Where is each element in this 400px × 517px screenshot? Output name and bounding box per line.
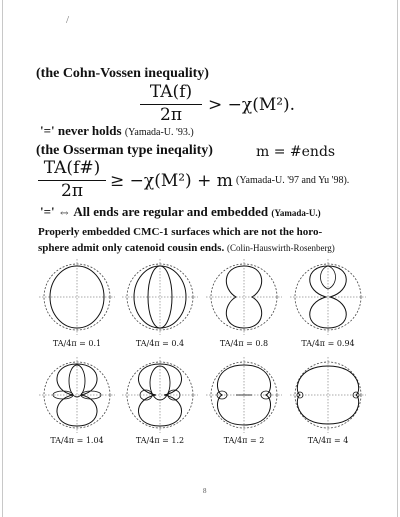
osserman-rhs: ≥ −χ(M²) + m: [110, 171, 233, 191]
statement-line-1: Properly embedded CMC-1 surfaces which are not the horo-: [38, 226, 323, 238]
cohn-vossen-rhs: > −χ(M²).: [208, 95, 296, 115]
cohn-vossen-numerator: TA(f): [149, 82, 193, 102]
caption-4: TA/4π = 0.94: [301, 339, 355, 348]
equality-remark: [40, 204, 321, 220]
caption-5: TA/4π = 1.04: [50, 436, 104, 445]
equality-citation: (Yamada-U.): [271, 208, 321, 218]
catenoid-cousin-figures: [0, 255, 400, 455]
osserman-fraction: [38, 160, 106, 201]
cohn-vossen-fraction: [140, 84, 202, 125]
equality-statement: '=' ⇔ All ends are regular and embedded: [40, 204, 269, 219]
figure-ta-0.8: [206, 259, 282, 335]
cohn-vossen-remark: [40, 123, 194, 139]
figure-ta-1.04: [39, 357, 115, 433]
cohn-vossen-citation: (Yamada-U. '93.): [124, 127, 194, 138]
figure-ta-1.2: [122, 357, 198, 433]
figure-ta-0.1: [39, 259, 115, 335]
osserman-heading: (the Osserman type ineqality): [36, 143, 213, 158]
figure-ta-4: [290, 357, 366, 433]
caption-7: TA/4π = 2: [223, 436, 265, 445]
caption-1: TA/4π = 0.1: [52, 339, 102, 348]
statement-citation: (Colin-Hauswirth-Rosenberg): [226, 243, 335, 253]
figure-ta-2: [206, 357, 282, 433]
figure-ta-0.94: [290, 259, 366, 335]
caption-2: TA/4π = 0.4: [135, 339, 185, 348]
statement-line-2-text: sphere admit only catenoid cousin ends.: [38, 242, 225, 254]
caption-6: TA/4π = 1.2: [135, 436, 185, 445]
cohn-vossen-heading: (the Cohn-Vossen inequality): [36, 66, 209, 81]
cohn-vossen-denominator: 2π: [160, 104, 182, 125]
osserman-denominator: 2π: [61, 180, 83, 201]
osserman-citation: (Yamada-U. '97 and Yu '98).: [236, 175, 350, 186]
top-mark: /: [66, 14, 70, 26]
caption-8: TA/4π = 4: [307, 436, 349, 445]
statement-line-2: [38, 242, 335, 254]
never-holds-text: '=' never holds: [40, 123, 122, 138]
ends-definition: m = #ends: [256, 144, 336, 160]
caption-3: TA/4π = 0.8: [219, 339, 269, 348]
osserman-numerator: TA(f#): [43, 158, 101, 178]
page-number: 8: [203, 487, 207, 495]
figure-ta-0.4: [122, 259, 198, 335]
